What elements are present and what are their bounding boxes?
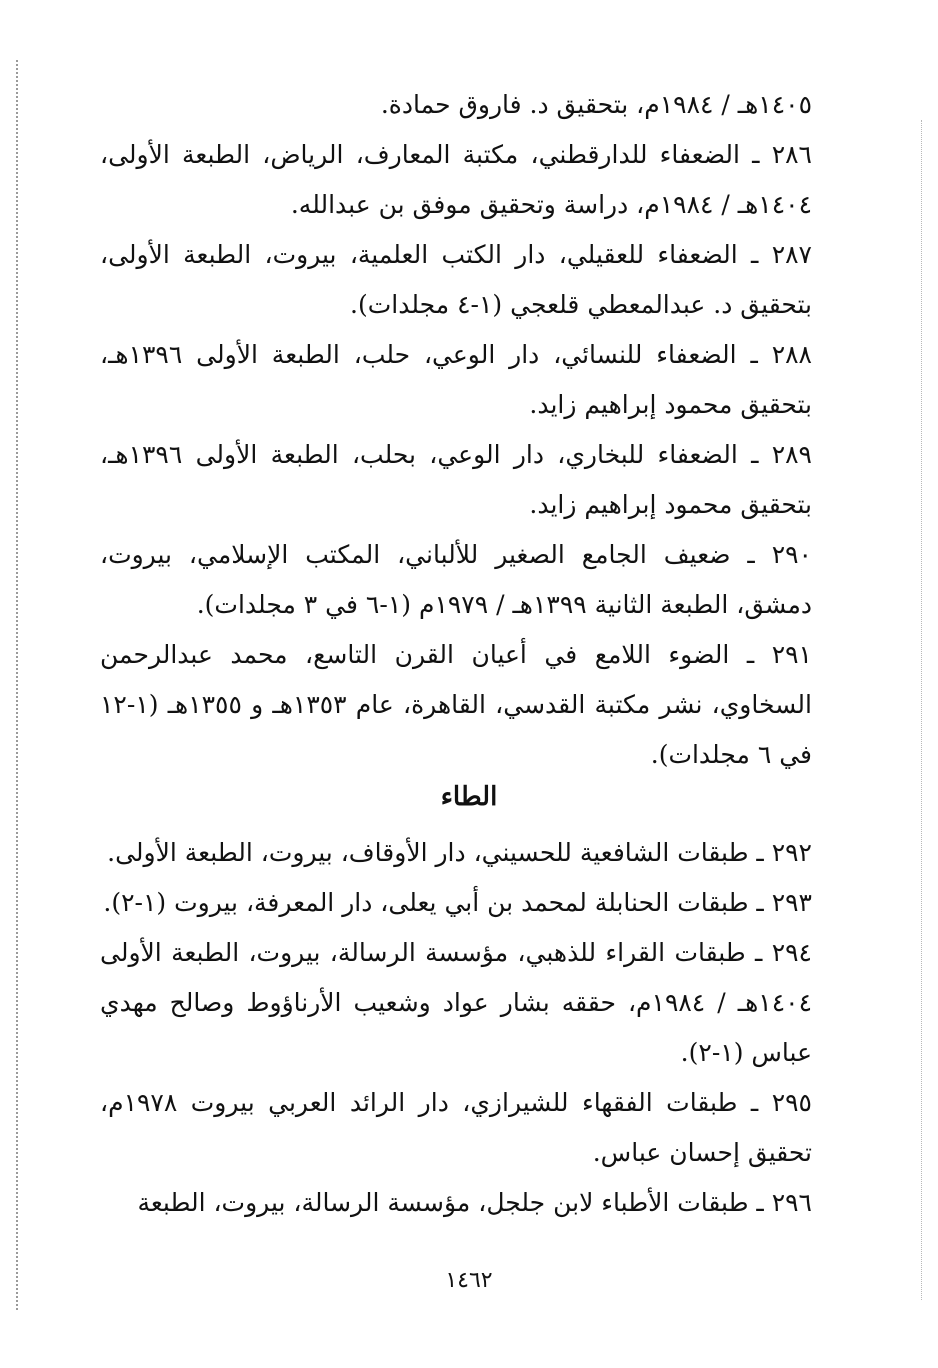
bibliography-block-top [100,80,812,780]
scan-margin-right [921,120,922,1300]
page-number: ١٤٦٢ [445,1268,493,1293]
entry-288: ٢٨٨ ـ الضعفاء للنسائي، دار الوعي، حلب، الطبعة الأولى ١٣٩٦هـ، بتحقيق محمود إبراهيم زايد. [100,340,812,419]
entry-292: ٢٩٢ ـ طبقات الشافعية للحسيني، دار الأوقاف، بيروت، الطبعة الأولى. [107,838,812,867]
entry-287: ٢٨٧ ـ الضعفاء للعقيلي، دار الكتب العلمية، بيروت، الطبعة الأولى، بتحقيق د. عبدالمعطي قلعجي (١-٤ مجلدات). [100,240,812,319]
entry-289: ٢٨٩ ـ الضعفاء للبخاري، دار الوعي، بحلب، الطبعة الأولى ١٣٩٦هـ، بتحقيق محمود إبراهيم زايد. [100,440,812,519]
entry-295: ٢٩٥ ـ طبقات الفقهاء للشيرازي، دار الرائد العربي بيروت ١٩٧٨م، تحقيق إحسان عباس. [100,1088,812,1167]
entry-294: ٢٩٤ ـ طبقات القراء للذهبي، مؤسسة الرسالة، بيروت، الطبعة الأولى ١٤٠٤هـ / ١٩٨٤م، حققه بشار عواد وشعيب الأرناؤوط وصالح مهدي عباس (١-٢). [100,938,812,1067]
entry-continuation: ١٤٠٥هـ / ١٩٨٤م، بتحقيق د. فاروق حمادة. [380,90,812,119]
bibliography-block-bottom [100,828,812,1228]
scan-margin-left [16,60,18,1310]
section-heading: الطاء [440,782,498,812]
entry-293: ٢٩٣ ـ طبقات الحنابلة لمحمد بن أبي يعلى، دار المعرفة، بيروت (١-٢). [103,888,812,917]
entry-286: ٢٨٦ ـ الضعفاء للدارقطني، مكتبة المعارف، الرياض، الطبعة الأولى، ١٤٠٤هـ / ١٩٨٤م، دراسة وتحقيق موفق بن عبدالله. [100,140,812,219]
entry-290: ٢٩٠ ـ ضعيف الجامع الصغير للألباني، المكتب الإسلامي، بيروت، دمشق، الطبعة الثانية ١٣٩٩هـ / ١٩٧٩م (١-٦ في ٣ مجلدات). [100,540,812,619]
entry-296: ٢٩٦ ـ طبقات الأطباء لابن جلجل، مؤسسة الرسالة، بيروت، الطبعة [137,1188,812,1217]
entry-291: ٢٩١ ـ الضوء اللامع في أعيان القرن التاسع، محمد عبدالرحمن السخاوي، نشر مكتبة القدسي، القاهرة، عام ١٣٥٣هـ و ١٣٥٥هـ (١-١٢ في ٦ مجلدات). [100,640,812,769]
